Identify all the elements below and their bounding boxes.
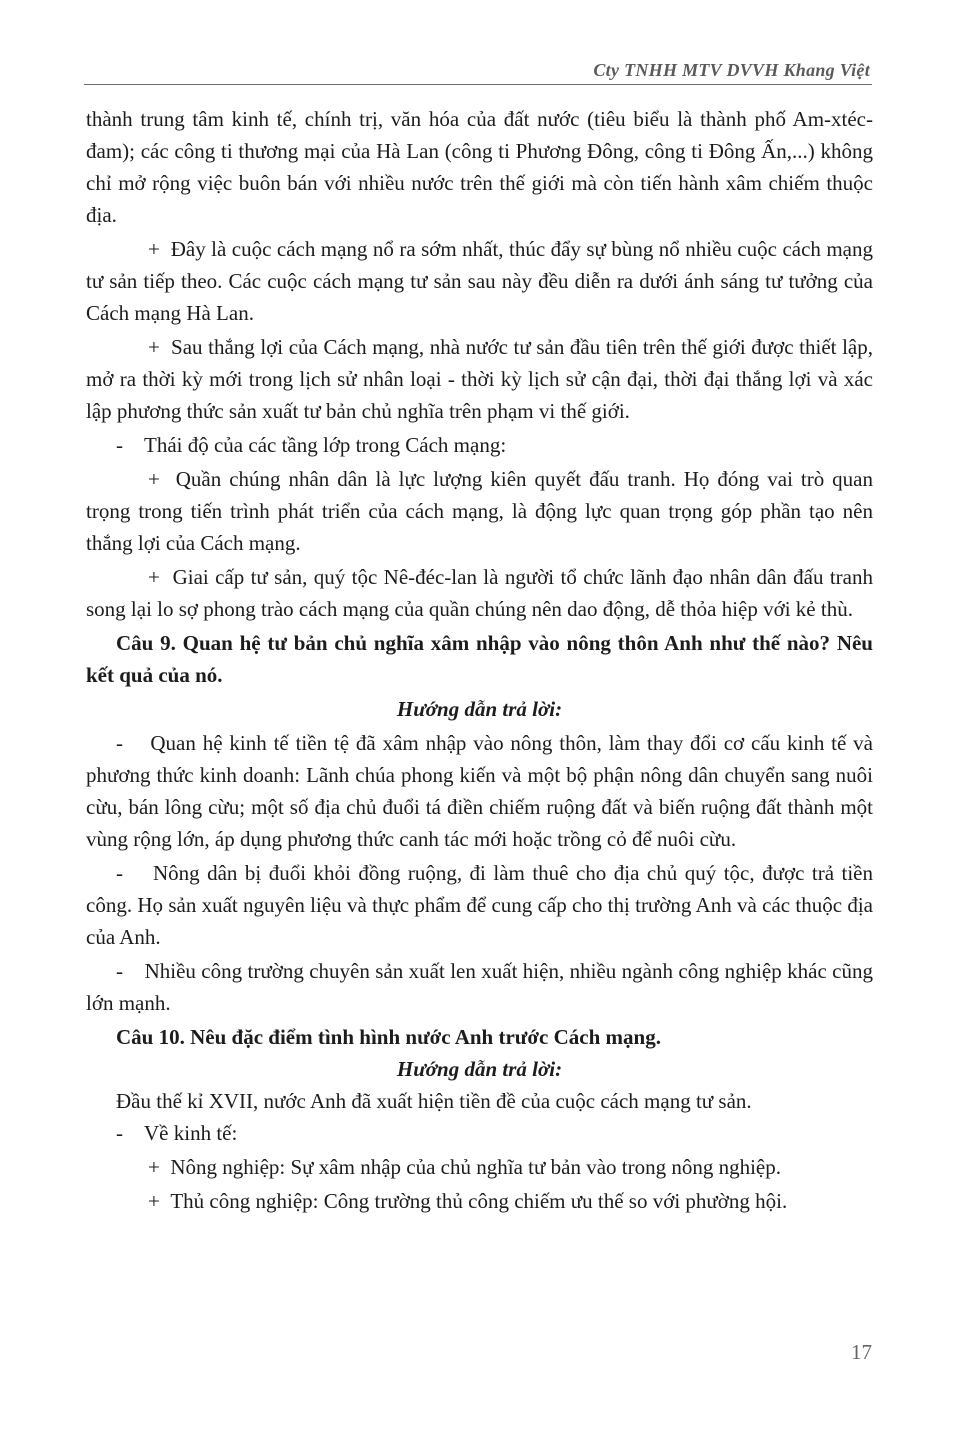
bullet-text: Nông dân bị đuổi khỏi đồng ruộng, đi làm thuê cho địa chủ quý tộc, được trả tiền công. Họ sản xuất nguyên liệu và thực phẩm để cung cấp cho thị trường Anh và các thuộc địa của Anh. [86, 861, 873, 949]
publisher-name: Cty TNHH MTV DVVH Khang Việt [593, 60, 870, 80]
bullet-text: Đây là cuộc cách mạng nổ ra sớm nhất, thúc đẩy sự bùng nổ nhiều cuộc cách mạng tư sản tiếp theo. Các cuộc cách mạng tư sản sau này đều diễn ra dưới ánh sáng tư tưởng của Cách mạng Hà Lan. [86, 237, 874, 325]
plus-marker: + [148, 237, 160, 261]
bullet-dash-4 [86, 955, 873, 1019]
bullet-plus-1 [86, 233, 873, 329]
page-content [86, 103, 873, 1217]
bullet-dash-1 [86, 429, 873, 461]
bullet-text: Nông nghiệp: Sự xâm nhập của chủ nghĩa tư bản vào trong nông nghiệp. [170, 1155, 781, 1179]
bullet-text: Giai cấp tư sản, quý tộc Nê-đéc-lan là người tổ chức lãnh đạo nhân dân đấu tranh song lại lo sợ phong trào cách mạng của quần chúng nên dao động, dễ thỏa hiệp với kẻ thù. [86, 565, 874, 621]
bullet-text: Quần chúng nhân dân là lực lượng kiên quyết đấu tranh. Họ đóng vai trò quan trọng trong tiến trình phát triển của cách mạng, là động lực quan trọng góp phần tạo nên thắng lợi của Cách mạng. [86, 467, 873, 555]
question-9: Câu 9. Quan hệ tư bản chủ nghĩa xâm nhập vào nông thôn Anh như thế nào? Nêu kết quả của nó. [86, 631, 873, 687]
page-header [84, 56, 872, 85]
bullet-plus-2 [86, 331, 873, 427]
paragraph-1: thành trung tâm kinh tế, chính trị, văn hóa của đất nước (tiêu biểu là thành phố Am-xtéc-đam); các công ti thương mại của Hà Lan (công ti Phương Đông, công ti Đông Ấn,...) không chỉ mở rộng việc buôn bán với nhiều nước trên thế giới mà còn tiến hành xâm chiếm thuộc địa. [86, 107, 873, 227]
answer-guide-heading-2: Hướng dẫn trả lời: [396, 1057, 563, 1081]
dash-marker: - [116, 959, 123, 983]
bullet-text: Quan hệ kinh tế tiền tệ đã xâm nhập vào nông thôn, làm thay đổi cơ cấu kinh tế và phương thức kinh doanh: Lãnh chúa phong kiến và một bộ phận nông dân chuyển sang nuôi cừu, bán lông cừu; một số địa chủ đuổi tá điền chiếm ruộng đất và biến ruộng đất thành một vùng rộng lớn, áp dụng phương thức canh tác mới hoặc trồng cỏ để nuôi cừu. [86, 731, 873, 851]
dash-marker: - [116, 731, 123, 755]
plus-marker: + [148, 1155, 160, 1179]
plus-marker: + [148, 467, 160, 491]
plus-marker: + [148, 565, 160, 589]
bullet-plus-3 [86, 463, 873, 559]
dash-marker: - [116, 861, 123, 885]
question-10: Câu 10. Nêu đặc điểm tình hình nước Anh trước Cách mạng. [116, 1025, 661, 1049]
bullet-text: Thái độ của các tầng lớp trong Cách mạng: [144, 433, 507, 457]
bullet-plus-4 [86, 561, 873, 625]
answer-guide-heading-1: Hướng dẫn trả lời: [396, 697, 563, 721]
bullet-dash-5 [86, 1117, 873, 1149]
bullet-text: Nhiều công trường chuyên sản xuất len xuất hiện, nhiều ngành công nghiệp khác cũng lớn mạnh. [86, 959, 873, 1015]
bullet-dash-2 [86, 727, 873, 855]
bullet-dash-3 [86, 857, 873, 953]
page-number: 17 [851, 1340, 872, 1364]
bullet-text: Về kinh tế: [144, 1121, 238, 1145]
paragraph-intro: Đầu thế kỉ XVII, nước Anh đã xuất hiện tiền đề của cuộc cách mạng tư sản. [116, 1089, 752, 1113]
dash-marker: - [116, 433, 123, 457]
plus-marker: + [148, 1189, 160, 1213]
bullet-text: Sau thắng lợi của Cách mạng, nhà nước tư sản đầu tiên trên thế giới được thiết lập, mở ra thời kỳ mới trong lịch sử nhân loại - thời kỳ lịch sử cận đại, thời đại thắng lợi và xác lập phương thức sản xuất tư bản chủ nghĩa trên phạm vi thế giới. [86, 335, 873, 423]
bullet-plus-5 [86, 1151, 873, 1183]
bullet-plus-6 [86, 1185, 873, 1217]
plus-marker: + [148, 335, 160, 359]
dash-marker: - [116, 1121, 123, 1145]
bullet-text: Thủ công nghiệp: Công trường thủ công chiếm ưu thế so với phường hội. [170, 1189, 788, 1213]
